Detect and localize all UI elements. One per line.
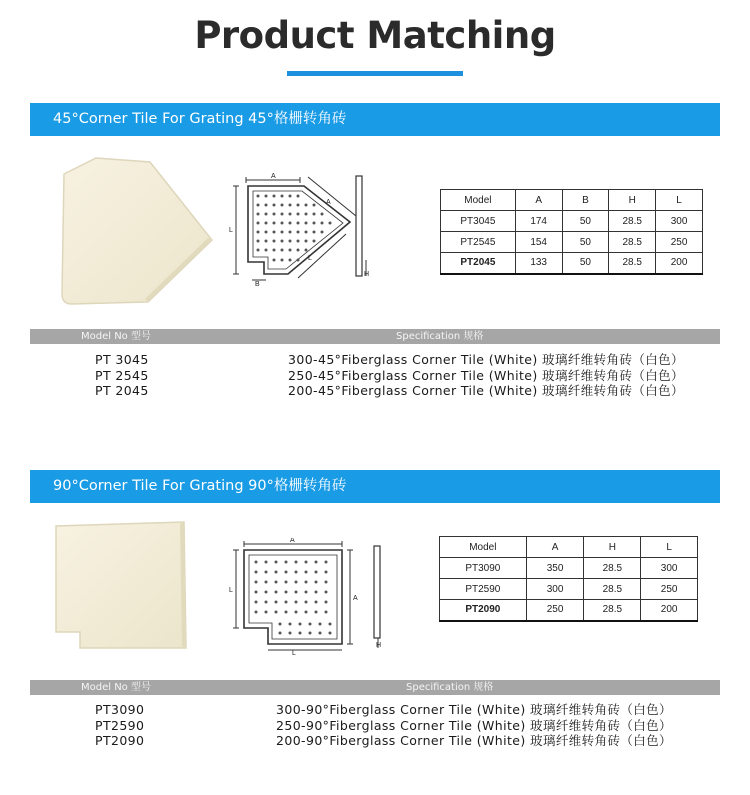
table-row (441, 232, 703, 253)
table-cell: 28.5 (584, 579, 641, 600)
table-row (440, 600, 698, 621)
list-item: 300-45°Fiberglass Corner Tile (White) 玻璃纤维转角砖（白色） (288, 352, 684, 367)
spec-list-90 (276, 702, 672, 749)
table-cell: 200 (656, 253, 703, 274)
dim-a-side: A (353, 595, 358, 602)
table-cell: PT2545 (441, 232, 516, 253)
table-row (440, 558, 698, 579)
drawing-45-corner (228, 172, 373, 287)
table-cell: 174 (515, 211, 562, 232)
dim-b: B (255, 281, 260, 287)
table-cell: 154 (515, 232, 562, 253)
table-cell: 50 (562, 232, 609, 253)
table-header-cell: H (609, 190, 656, 211)
model-list-90 (95, 702, 144, 749)
table-cell: 28.5 (584, 600, 641, 621)
table-row (441, 253, 703, 274)
list-item: 200-90°Fiberglass Corner Tile (White) 玻璃纤维转角砖（白色） (276, 733, 672, 748)
table-cell: 300 (526, 579, 584, 600)
table-cell: 250 (526, 600, 584, 621)
list-item: 250-45°Fiberglass Corner Tile (White) 玻璃纤维转角砖（白色） (288, 367, 684, 383)
drawing-90-corner (228, 538, 390, 656)
model-no-label: Model No 型号 (81, 682, 151, 693)
table-header-cell: Model (440, 537, 527, 558)
table-header-cell: L (641, 537, 698, 558)
list-item: 200-45°Fiberglass Corner Tile (White) 玻璃纤维转角砖（白色） (288, 383, 684, 398)
table-cell: 200 (641, 600, 698, 621)
tile-45-photo (52, 156, 217, 306)
dim-a-top: A (290, 538, 295, 544)
spec-header-bar-90 (30, 680, 720, 695)
list-item: PT 2545 (95, 367, 149, 383)
table-cell: PT3045 (441, 211, 516, 232)
table-header-row (440, 537, 698, 558)
table-cell: 250 (641, 579, 698, 600)
table-cell: 28.5 (609, 211, 656, 232)
table-header-cell: A (526, 537, 584, 558)
dim-h: H (364, 271, 370, 278)
table-cell: 133 (515, 253, 562, 274)
dim-l-diag: L (308, 255, 312, 262)
table-cell: PT3090 (440, 558, 527, 579)
dim-a-top: A (271, 173, 276, 180)
list-item: PT2090 (95, 733, 145, 748)
table-header-cell: B (562, 190, 609, 211)
table-header-cell: L (656, 190, 703, 211)
table-cell: 28.5 (609, 253, 656, 274)
table-cell: 28.5 (609, 232, 656, 253)
table-cell: 50 (562, 211, 609, 232)
table-cell: PT2045 (441, 253, 516, 274)
table-cell: 250 (656, 232, 703, 253)
list-item: PT 3045 (95, 352, 149, 367)
table-cell: 28.5 (584, 558, 641, 579)
dim-l-left: L (229, 587, 233, 594)
table-cell: 300 (641, 558, 698, 579)
dim-h: H (376, 642, 382, 649)
title-underline (287, 71, 463, 76)
list-item: 250-90°Fiberglass Corner Tile (White) 玻璃纤维转角砖（白色） (276, 717, 672, 733)
section-heading-90: 90°Corner Tile For Grating 90°格栅转角砖 (30, 470, 720, 503)
list-item: 300-90°Fiberglass Corner Tile (White) 玻璃纤维转角砖（白色） (276, 702, 672, 717)
specification-label: Specification 规格 (406, 682, 494, 693)
section-heading-45: 45°Corner Tile For Grating 45°格栅转角砖 (30, 103, 720, 136)
list-item: PT3090 (95, 702, 145, 717)
table-header-cell: Model (441, 190, 516, 211)
table-header-cell: H (584, 537, 641, 558)
table-cell: 300 (656, 211, 703, 232)
table-cell: 50 (562, 253, 609, 274)
specification-label: Specification 规格 (396, 331, 484, 342)
page-title: Product Matching (194, 14, 556, 57)
spec-table-90 (439, 536, 698, 622)
table-cell: PT2590 (440, 579, 527, 600)
table-cell: 350 (526, 558, 584, 579)
model-list-45 (95, 352, 149, 399)
tile-90-photo (50, 520, 190, 652)
spec-header-bar-45 (30, 329, 720, 344)
model-no-label: Model No 型号 (81, 331, 151, 342)
dim-l-bottom: L (292, 650, 296, 656)
spec-table-45 (440, 189, 703, 275)
table-cell: PT2090 (440, 600, 527, 621)
dim-l-left: L (229, 227, 233, 234)
table-header-row (441, 190, 703, 211)
table-header-cell: A (515, 190, 562, 211)
list-item: PT 2045 (95, 383, 149, 398)
table-row (440, 579, 698, 600)
table-row (441, 211, 703, 232)
dim-a-side: A (326, 199, 331, 206)
spec-list-45 (288, 352, 684, 399)
list-item: PT2590 (95, 717, 145, 733)
